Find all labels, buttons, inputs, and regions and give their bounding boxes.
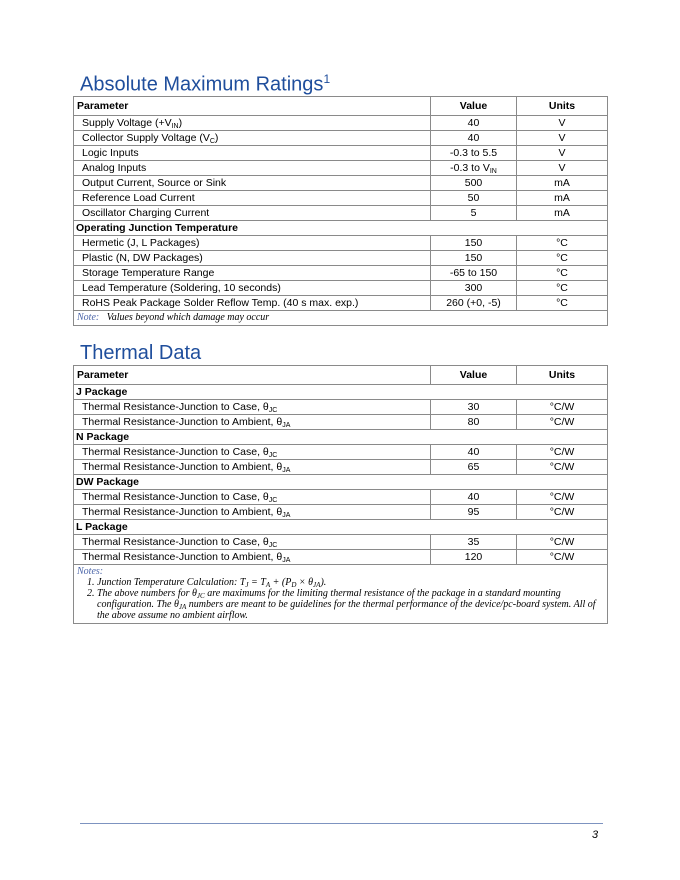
value-cell: 260 (+0, -5): [431, 296, 517, 311]
param-cell: Supply Voltage $(+V_{IN})$: [74, 116, 431, 131]
param-cell: Thermal Resistance-Junction to Case, $\theta_{JC}$: [74, 490, 431, 505]
units-cell: °C: [517, 296, 608, 311]
units-cell: °C: [517, 251, 608, 266]
table-row: [74, 236, 608, 251]
units-cell: °C/W: [517, 490, 608, 505]
header-parameter: Parameter: [74, 97, 431, 116]
value-cell: 95: [431, 505, 517, 520]
absolute-maximum-ratings-table: [73, 96, 608, 326]
table-row: [74, 490, 608, 505]
section-row: [74, 221, 608, 236]
param-cell: Storage Temperature Range: [74, 266, 431, 281]
header-value: Value: [431, 97, 517, 116]
value-cell: 80: [431, 415, 517, 430]
table-row: [74, 550, 608, 565]
absolute-maximum-ratings-heading: [80, 72, 330, 97]
value-cell: -0.3 to $V_{IN}$: [431, 161, 517, 176]
units-cell: °C/W: [517, 445, 608, 460]
param-cell: Thermal Resistance-Junction to Case, $\theta_{JC}$: [74, 535, 431, 550]
param-cell: Hermetic (J, L Packages): [74, 236, 431, 251]
section-row: [74, 520, 608, 535]
param-cell: Collector Supply Voltage $(V_C)$: [74, 131, 431, 146]
heading-text: Absolute Maximum Ratings: [80, 73, 324, 96]
section-row: [74, 430, 608, 445]
footnote-marker: 1: [323, 72, 331, 86]
notes-row: [74, 565, 608, 624]
value-cell: 500: [431, 176, 517, 191]
table-row: [74, 296, 608, 311]
table-row: [74, 266, 608, 281]
thermal-data-table: [73, 365, 608, 624]
table-notes: [74, 565, 608, 624]
header-units: Units: [517, 97, 608, 116]
units-cell: °C: [517, 266, 608, 281]
table-row: [74, 206, 608, 221]
param-cell: Plastic (N, DW Packages): [74, 251, 431, 266]
value-cell: 40: [431, 445, 517, 460]
footer-divider: [80, 823, 603, 824]
table-row: [74, 400, 608, 415]
page-number: 3: [592, 829, 599, 841]
units-cell: °C: [517, 236, 608, 251]
value-cell: 150: [431, 251, 517, 266]
table-row: [74, 505, 608, 520]
value-cell: -0.3 to 5.5: [431, 146, 517, 161]
table-row: [74, 191, 608, 206]
table-row: [74, 146, 608, 161]
value-cell: 5: [431, 206, 517, 221]
param-cell: Thermal Resistance-Junction to Case, $\theta_{JC}$: [74, 445, 431, 460]
header-units: Units: [517, 366, 608, 385]
param-cell: Thermal Resistance-Junction to Ambient, $\theta_{JA}$: [74, 550, 431, 565]
table-row: [74, 460, 608, 475]
note-label: Note:: [77, 312, 100, 323]
thermal-data-heading: Thermal Data: [80, 342, 202, 364]
section-row: [74, 475, 608, 490]
notes-label: Notes:: [77, 566, 104, 577]
param-cell: Thermal Resistance-Junction to Ambient, $\theta_{JA}$: [74, 505, 431, 520]
table-header-row: [74, 97, 608, 116]
table-row: [74, 535, 608, 550]
value-cell: 300: [431, 281, 517, 296]
units-cell: °C/W: [517, 460, 608, 475]
units-cell: V: [517, 116, 608, 131]
param-cell: Thermal Resistance-Junction to Ambient, $\theta_{JA}$: [74, 415, 431, 430]
units-cell: °C/W: [517, 535, 608, 550]
units-cell: V: [517, 131, 608, 146]
param-cell: Reference Load Current: [74, 191, 431, 206]
value-cell: 40: [431, 131, 517, 146]
units-cell: °C: [517, 281, 608, 296]
param-cell: Oscillator Charging Current: [74, 206, 431, 221]
value-cell: 35: [431, 535, 517, 550]
param-cell: Lead Temperature (Soldering, 10 seconds): [74, 281, 431, 296]
note-text: Values beyond which damage may occur: [106, 312, 270, 323]
table-note: [74, 311, 608, 326]
param-cell: Logic Inputs: [74, 146, 431, 161]
units-cell: °C/W: [517, 415, 608, 430]
param-cell: Thermal Resistance-Junction to Case, $\theta_{JC}$: [74, 400, 431, 415]
units-cell: °C/W: [517, 505, 608, 520]
units-cell: °C/W: [517, 400, 608, 415]
value-cell: -65 to 150: [431, 266, 517, 281]
units-cell: mA: [517, 206, 608, 221]
table-row: [74, 445, 608, 460]
value-cell: 40: [431, 116, 517, 131]
param-cell: RoHS Peak Package Solder Reflow Temp. (40 s max. exp.): [74, 296, 431, 311]
value-cell: 150: [431, 236, 517, 251]
header-value: Value: [431, 366, 517, 385]
units-cell: °C/W: [517, 550, 608, 565]
param-cell: Analog Inputs: [74, 161, 431, 176]
section-row: [74, 385, 608, 400]
table-row: [74, 176, 608, 191]
value-cell: 30: [431, 400, 517, 415]
table-row: [74, 131, 608, 146]
table-row: [74, 415, 608, 430]
package-title: J Package: [74, 385, 608, 400]
note-item: 2. The above numbers for $\theta_{JC}$ are maximums for the limiting thermal resistance of the package in a standard mounting configuration. The $\theta_{JA}$ numbers are meant to be guidelines for the thermal performance of the device/pc-board system. All of the above assume no ambient airflow.: [97, 588, 604, 621]
notes-list: [77, 577, 604, 621]
note-item: 1. Junction Temperature Calculation: $T_J = T_A + (P_D \times \theta_{JA})$.: [97, 577, 604, 588]
units-cell: V: [517, 161, 608, 176]
value-cell: 50: [431, 191, 517, 206]
value-cell: 65: [431, 460, 517, 475]
table-row: [74, 281, 608, 296]
table-row: [74, 251, 608, 266]
value-cell: 40: [431, 490, 517, 505]
package-title: L Package: [74, 520, 608, 535]
package-title: N Package: [74, 430, 608, 445]
param-cell: Output Current, Source or Sink: [74, 176, 431, 191]
table-header-row: [74, 366, 608, 385]
note-row: [74, 311, 608, 326]
package-title: DW Package: [74, 475, 608, 490]
value-cell: 120: [431, 550, 517, 565]
table-row: [74, 116, 608, 131]
units-cell: V: [517, 146, 608, 161]
units-cell: mA: [517, 176, 608, 191]
table-row: [74, 161, 608, 176]
units-cell: mA: [517, 191, 608, 206]
param-cell: Thermal Resistance-Junction to Ambient, $\theta_{JA}$: [74, 460, 431, 475]
header-parameter: Parameter: [74, 366, 431, 385]
section-title: Operating Junction Temperature: [74, 221, 608, 236]
